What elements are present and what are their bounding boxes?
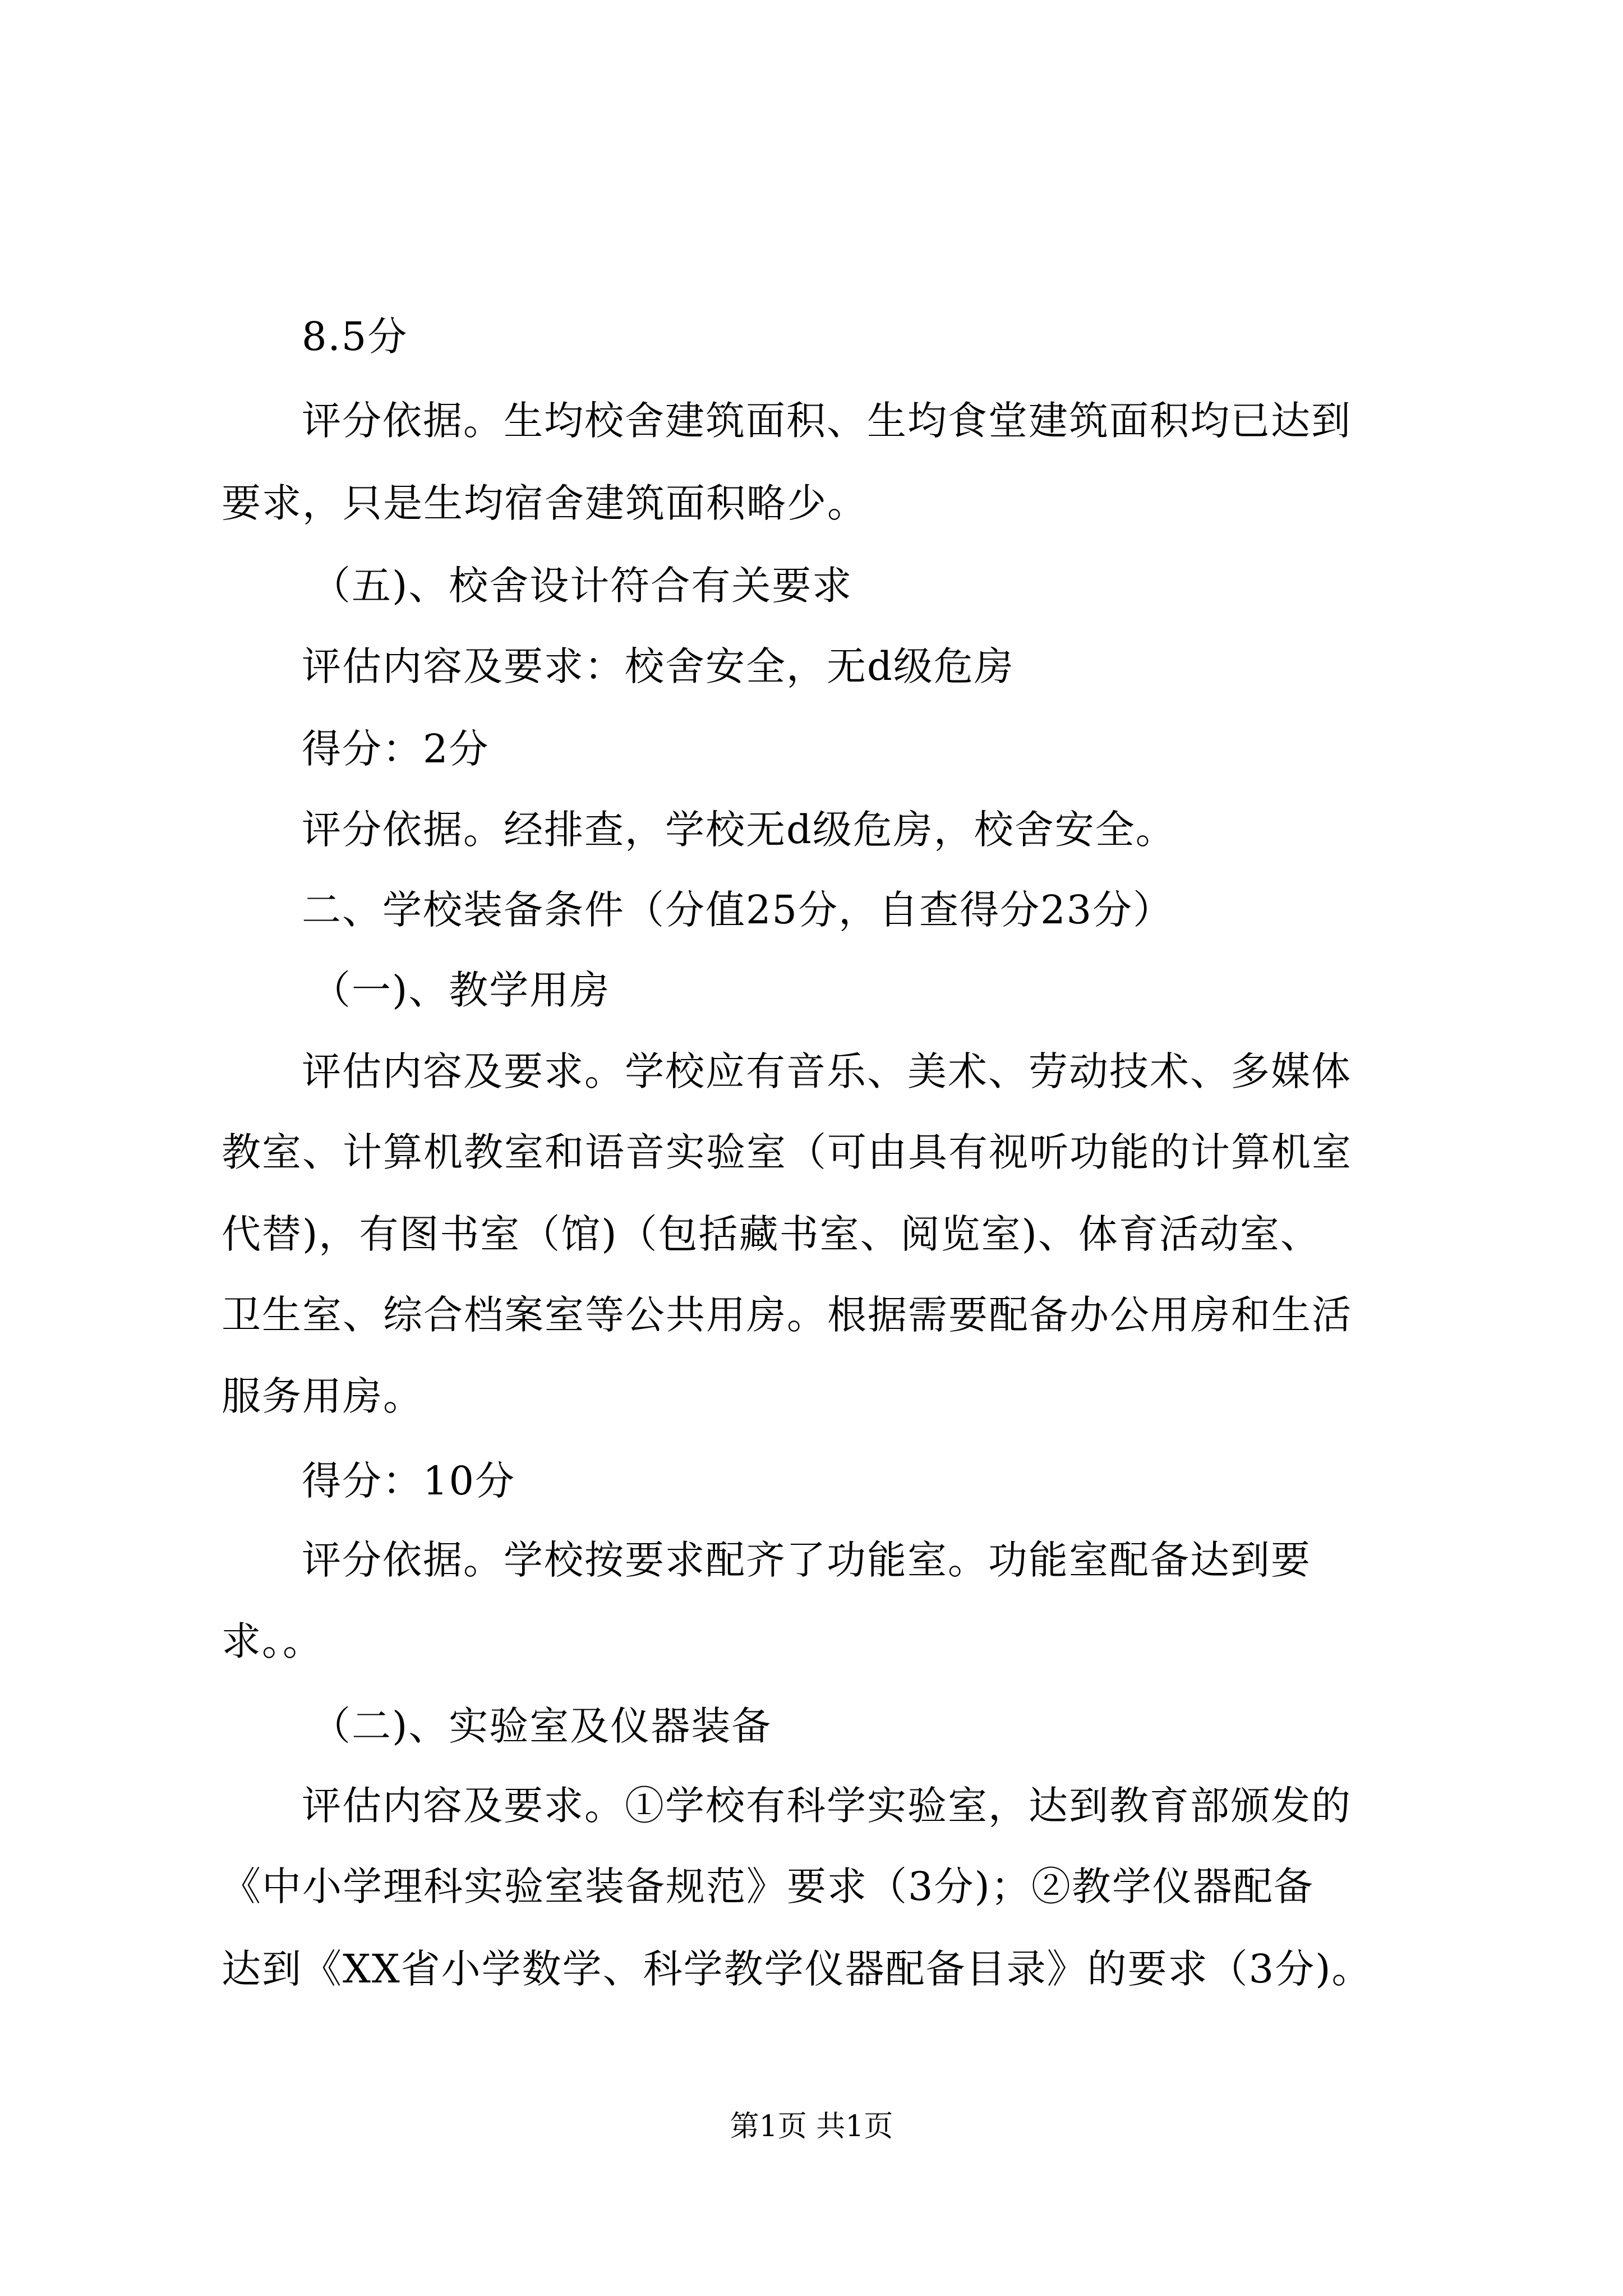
basis-paragraph-3-line-2: 求。。 [222, 1618, 323, 1664]
score-line-1: 8.5分 [302, 314, 408, 360]
section-heading-5: （五)、校舍设计符合有关要求 [311, 563, 853, 609]
score-line-3: 得分：10分 [302, 1458, 516, 1504]
requirement-paragraph-3-line-2: 《中小学理科实验室装备规范》要求（3分)；②教学仪器配备 [222, 1864, 1314, 1910]
requirement-paragraph-2-line-1: 评估内容及要求。学校应有音乐、美术、劳动技术、多媒体 [302, 1048, 1352, 1094]
requirement-paragraph-2-line-4: 卫生室、综合档案室等公共用房。根据需要配备办公用房和生活 [222, 1292, 1352, 1338]
basis-line-2: 评分依据。经排查，学校无d级危房，校舍安全。 [302, 807, 1176, 853]
chapter-heading-2: 二、学校装备条件（分值25分，自查得分23分） [302, 887, 1174, 933]
page-footer: 第1页 共1页 [730, 2110, 893, 2143]
basis-paragraph-1-line-2: 要求，只是生均宿舍建筑面积略少。 [222, 480, 868, 526]
basis-paragraph-3-line-1: 评分依据。学校按要求配齐了功能室。功能室配备达到要 [302, 1537, 1311, 1583]
requirement-paragraph-2-line-5: 服务用房。 [222, 1373, 423, 1419]
basis-paragraph-1-line-1: 评分依据。生均校舍建筑面积、生均食堂建筑面积均已达到 [302, 398, 1352, 444]
requirement-paragraph-3-line-1: 评估内容及要求。①学校有科学实验室，达到教育部颁发的 [302, 1783, 1352, 1829]
requirement-paragraph-3-line-3: 达到《XX省小学数学、科学教学仪器配备目录》的要求（3分)。 [222, 1946, 1372, 1992]
requirement-paragraph-2-line-2: 教室、计算机教室和语音实验室（可由具有视听功能的计算机室 [222, 1129, 1352, 1175]
score-line-2: 得分：2分 [302, 726, 490, 772]
section-heading-2: （二)、实验室及仪器装备 [311, 1703, 772, 1749]
requirement-paragraph-2-line-3: 代替)，有图书室（馆)（包括藏书室、阅览室)、体育活动室、 [222, 1211, 1321, 1257]
section-heading-1: （一)、教学用房 [311, 967, 611, 1013]
requirement-line-1: 评估内容及要求：校舍安全，无d级危房 [302, 643, 1015, 689]
